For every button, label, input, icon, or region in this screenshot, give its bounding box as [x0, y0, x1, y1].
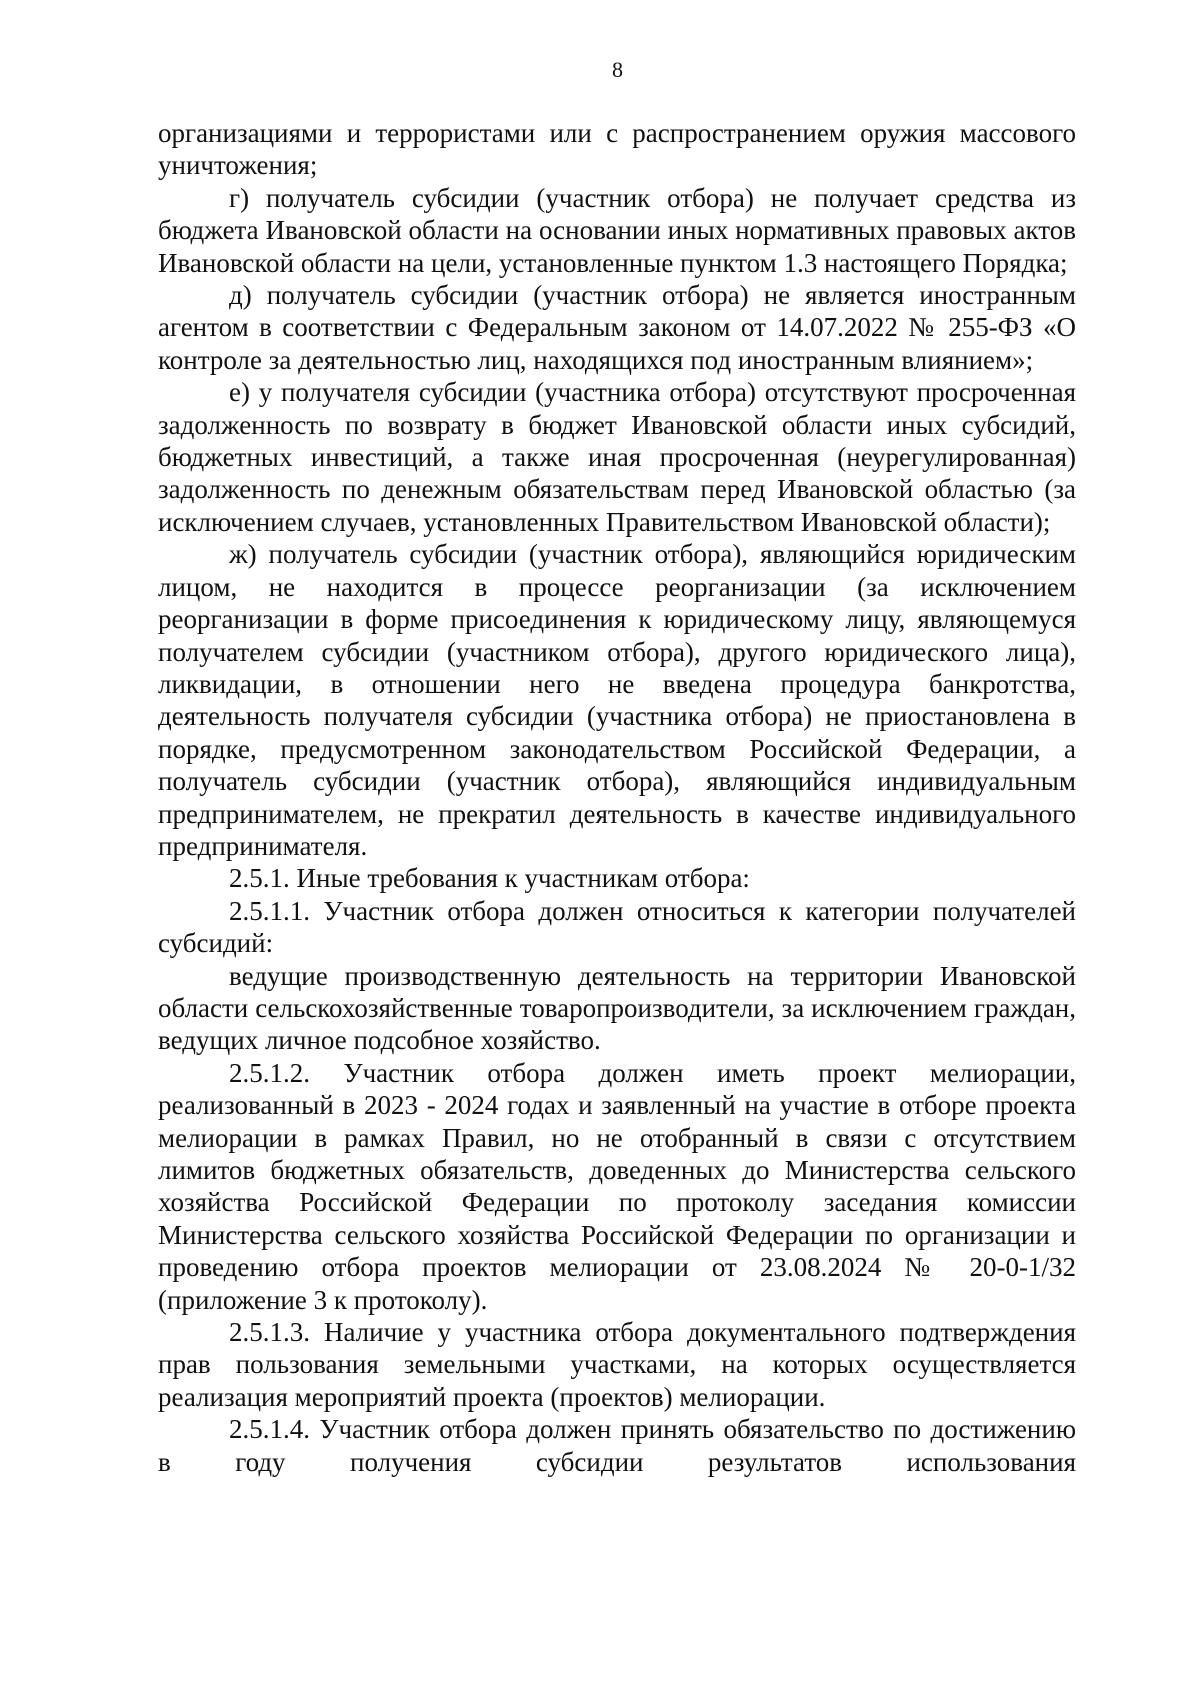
- paragraph-item-zh: ж) получатель субсидии (участник отбора), являющийся юридическим лицом, не находится в процессе реорганизации (за исключением реорганизации в форме присоединения к юридическому лицу, являющемуся получателем субсидии (участником отбора), другого юридического лица), ликвидации, в отношении него не введена процедура банкротства, деятельность получателя субсидии (участника отбора) не приостановлена в порядке, предусмотренном законодательством Российской Федерации, а получатель субсидии (участник отбора), являющийся индивидуальным предпринимателем, не прекратил деятельность в качестве индивидуального предпринимателя.: [158, 539, 1076, 861]
- paragraph-recipient-category: ведущие производственную деятельность на территории Ивановской области сельскохозяйственные товаропроизводители, за исключением граждан, ведущих личное подсобное хозяйство.: [158, 960, 1076, 1056]
- paragraph-item-d: д) получатель субсидии (участник отбора) не является иностранным агентом в соответствии с Федеральным законом от 14.07.2022 № 255-ФЗ «О контроле за деятельностью лиц, находящихся под иностранным влиянием»;: [158, 280, 1076, 375]
- paragraph-continuation: организациями и террористами или с распространением оружия массового уничтожения;: [158, 118, 1076, 181]
- paragraph-2-5-1: 2.5.1. Иные требования к участникам отбора:: [229, 863, 750, 894]
- paragraph-item-g: г) получатель субсидии (участник отбора) не получает средства из бюджета Ивановской области на основании иных нормативных правовых актов Ивановской области на цели, установленные пунктом 1.3 настоящего Порядка;: [158, 182, 1076, 278]
- page-number: 8: [612, 57, 623, 82]
- paragraph-2-5-1-1: 2.5.1.1. Участник отбора должен относиться к категории получателей субсидий:: [158, 895, 1076, 959]
- paragraph-2-5-1-3: 2.5.1.3. Наличие у участника отбора документального подтверждения прав пользования земельными участками, на которых осуществляется реализация мероприятий проекта (проектов) мелиорации.: [158, 1317, 1076, 1412]
- paragraph-2-5-1-4: 2.5.1.4. Участник отбора должен принять обязательство по достижению в году получения субсидии результатов использования: [158, 1414, 1076, 1477]
- paragraph-2-5-1-2: 2.5.1.2. Участник отбора должен иметь проект мелиорации, реализованный в 2023 - 2024 годах и заявленный на участие в отборе проекта мелиорации в рамках Правил, но не отобранный в связи с отсутствием лимитов бюджетных обязательств, доведенных до Министерства сельского хозяйства Российской Федерации по протоколу заседания комиссии Министерства сельского хозяйства Российской Федерации по организации и проведению отбора проектов мелиорации от 23.08.2024 № 20-0-1/32 (приложение 3 к протоколу).: [158, 1057, 1076, 1315]
- paragraph-item-e: е) у получателя субсидии (участника отбора) отсутствуют просроченная задолженность по возврату в бюджет Ивановской области иных субсидий, бюджетных инвестиций, а также иная просроченная (неурегулированная) задолженность по денежным обязательствам перед Ивановской областью (за исключением случаев, установленных Правительством Ивановской области);: [158, 377, 1076, 537]
- document-body: [158, 117, 1076, 1478]
